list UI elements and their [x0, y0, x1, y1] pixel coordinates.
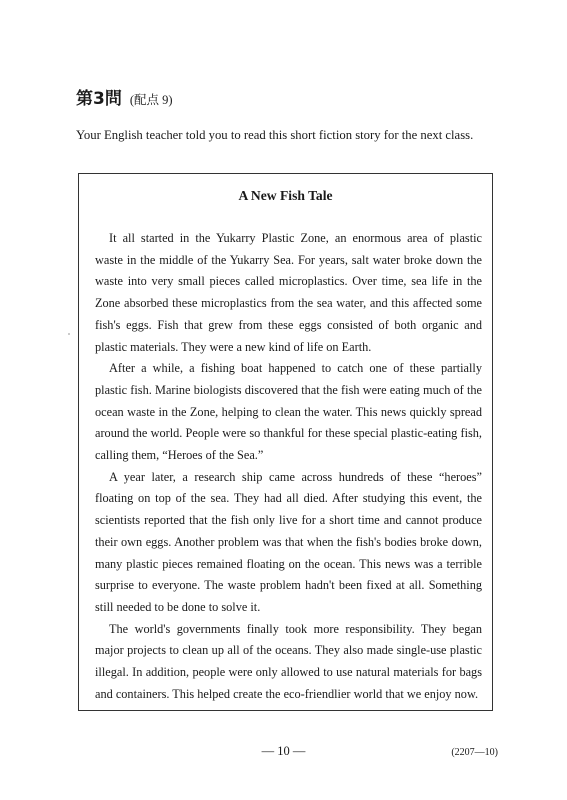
- story-line: surprise to everyone. The waste problem hadn't been fixed at all. Something: [95, 578, 482, 593]
- page-code: (2207—10): [451, 747, 498, 758]
- page-number: — 10 —: [261, 744, 306, 758]
- story-box: [78, 173, 493, 711]
- story-line: calling them, “Heroes of the Sea.”: [95, 448, 264, 462]
- story-line: Zone absorbed these microplastics from the sea water, and this affected some: [95, 296, 482, 311]
- question-number: 第3問: [76, 89, 122, 109]
- story-line: major projects to clean up all of the oceans. They also made single-use plastic: [95, 643, 482, 658]
- question-heading: [76, 84, 173, 109]
- story-line: plastic fish. Marine biologists discovered that the fish were eating much of the: [95, 382, 482, 397]
- scan-speck: [68, 333, 70, 335]
- story-line: still needed to be done to solve it.: [95, 599, 261, 614]
- story-line: scientists reported that the fish only live for a short time and cannot produce: [95, 513, 482, 528]
- story-line: waste into very small pieces called microplastics. Over time, sea life in the: [95, 274, 482, 289]
- points-label: (配点 9): [129, 93, 173, 107]
- story-line: After a while, a fishing boat happened to catch one of these partially: [109, 361, 482, 376]
- story-line: many plastic pieces remained floating on the ocean. This news was a terrible: [95, 556, 482, 571]
- story-title: A New Fish Tale: [238, 188, 333, 203]
- story-line: The world's governments finally took more responsibility. They began: [109, 621, 482, 636]
- story-line: A year later, a research ship came across hundreds of these “heroes”: [109, 469, 482, 484]
- story-line: fish's eggs. Fish that grew from these eggs consisted of both organic and: [95, 317, 482, 332]
- story-line: illegal. In addition, people were only allowed to use natural materials for bags: [95, 665, 482, 679]
- intro-text: Your English teacher told you to read this short fiction story for the next class.: [76, 128, 474, 142]
- story-line: floating on top of the sea. They had all died. After studying this event, the: [95, 491, 482, 506]
- story-line: around the world. People were so thankful for these special plastic-eating fish,: [95, 426, 482, 441]
- story-line: their own eggs. Another problem was that when the fish's bodies broke down,: [95, 534, 482, 549]
- story-line: ocean waste in the Zone, helping to clean the water. This news quickly spread: [95, 404, 482, 419]
- story-line: and containers. This helped create the eco-friendlier world that we enjoy now.: [95, 686, 479, 701]
- story-line: waste in the middle of the Yukarry Sea. For years, salt water broke down the: [95, 252, 482, 267]
- story-line: It all started in the Yukarry Plastic Zone, an enormous area of plastic: [109, 231, 482, 245]
- story-line: plastic materials. They were a new kind of life on Earth.: [95, 339, 372, 354]
